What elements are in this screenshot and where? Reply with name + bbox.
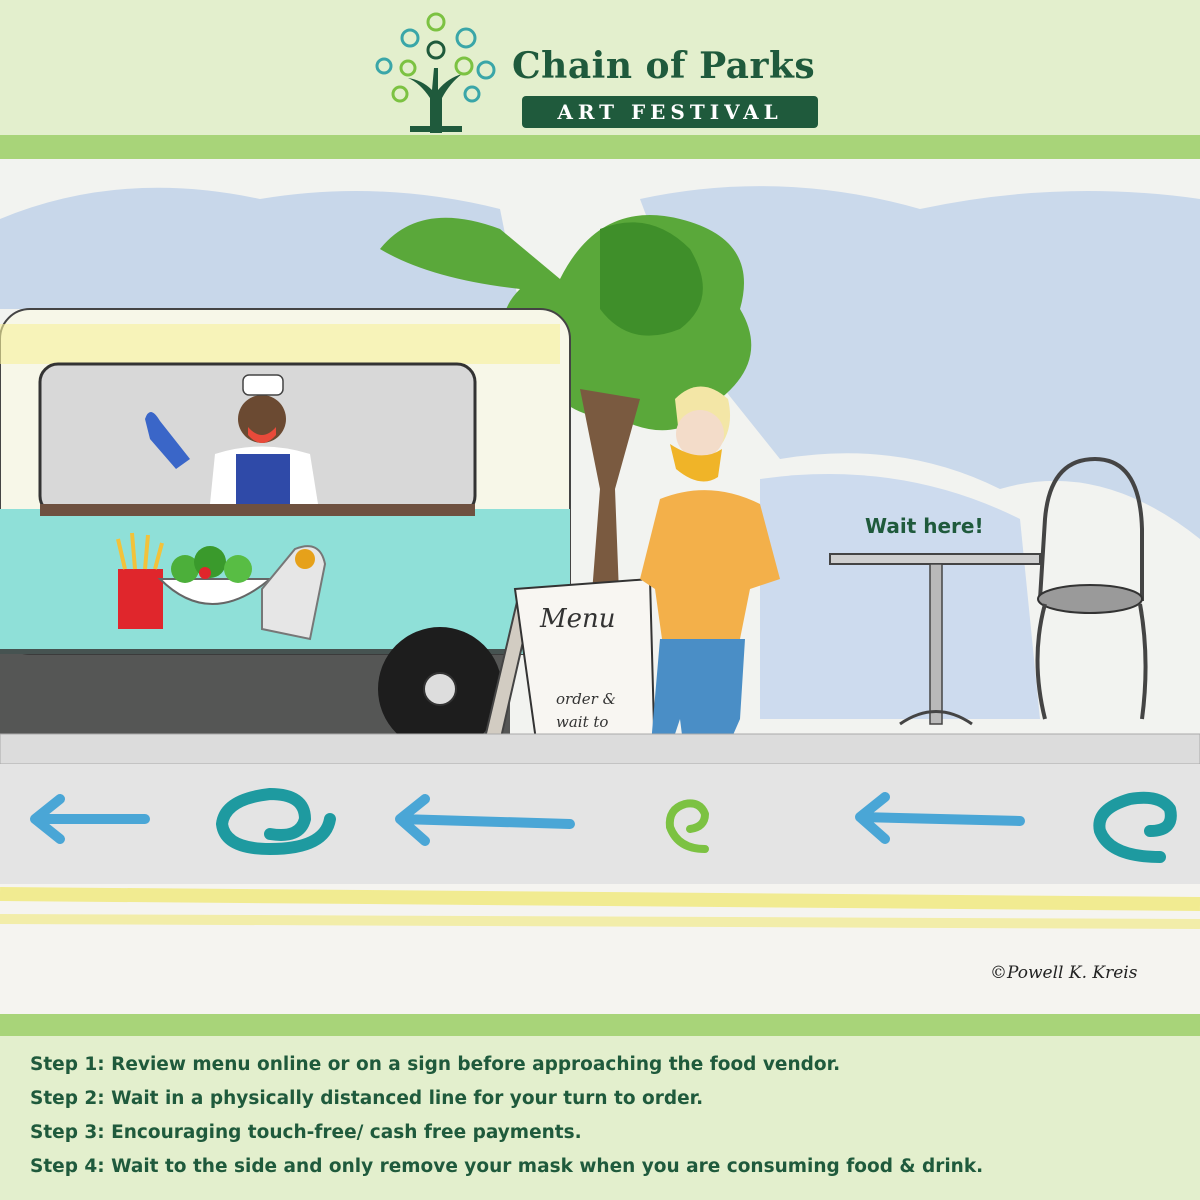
food-truck (0, 309, 570, 751)
steps-list (30, 1048, 1190, 1184)
menu-sign-line-2: wait to (556, 713, 609, 731)
food-truck-scene (0, 159, 1200, 1014)
bottom-divider (0, 1014, 1200, 1036)
artist-credit: ©Powell K. Kreis (990, 963, 1138, 983)
step-4: Step 4: Wait to the side and only remove your mask when you are consuming food & drink. (30, 1156, 984, 1177)
tree-logo-icon (370, 8, 500, 133)
brand-title: Chain of Parks (512, 45, 816, 87)
menu-sign-line-1: order & (556, 690, 616, 708)
header (0, 0, 1200, 135)
step-1: Step 1: Review menu online or on a sign before approaching the food vendor. (30, 1054, 841, 1075)
illustration (0, 159, 1200, 1014)
top-divider (0, 135, 1200, 159)
step-2: Step 2: Wait in a physically distanced line for your turn to order. (30, 1088, 704, 1109)
step-3: Step 3: Encouraging touch-free/ cash free payments. (30, 1122, 582, 1143)
menu-sign-title: Menu (540, 604, 616, 634)
wait-here-label: Wait here! (865, 514, 984, 538)
brand-badge (522, 96, 818, 128)
brand-subtitle: ART FESTIVAL (557, 100, 783, 124)
